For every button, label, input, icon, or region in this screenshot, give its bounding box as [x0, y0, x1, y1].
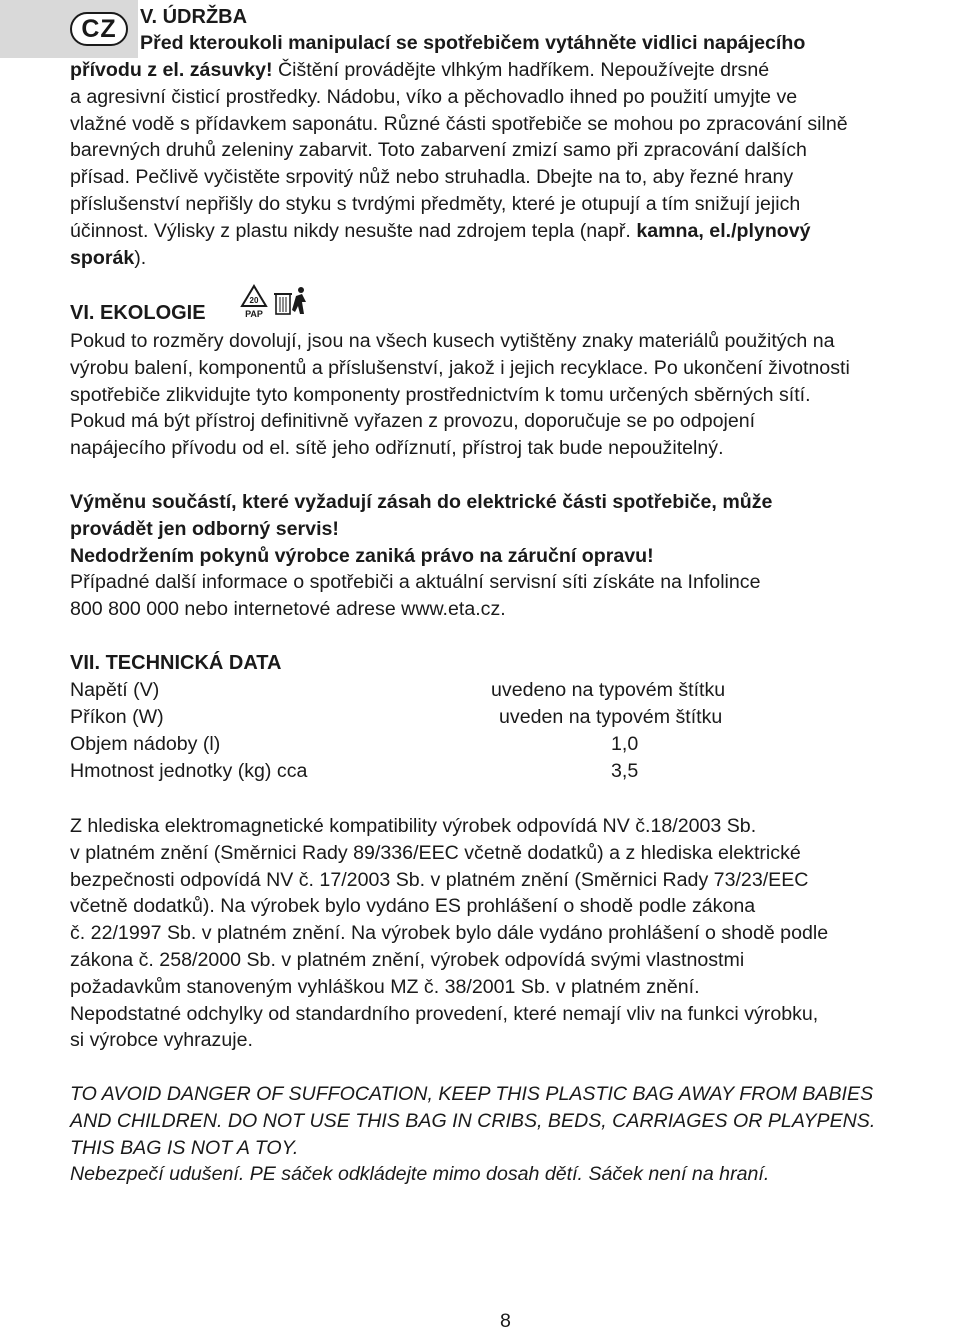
- compliance-paragraph: [70, 813, 828, 1054]
- spec-row: [70, 677, 870, 704]
- section-title-ecology: VI. EKOLOGIE: [70, 302, 206, 324]
- spec-label: Napětí (V): [70, 679, 160, 701]
- warning-line: TO AVOID DANGER OF SUFFOCATION, KEEP THIS PLASTIC BAG AWAY FROM BABIES: [70, 1083, 874, 1105]
- maintenance-paragraph: [70, 57, 848, 271]
- maintenance-line-9-bold: sporák: [70, 246, 135, 269]
- service-warning-line: Výměnu součástí, které vyžadují zásah do elektrické části spotřebiče, může: [70, 491, 773, 513]
- spec-value: uveden na typovém štítku: [499, 706, 723, 728]
- compliance-line: Z hlediska elektromagnetické kompatibility výrobek odpovídá NV č.18/2003 Sb.: [70, 815, 757, 837]
- ecology-line: napájecího přívodu od el. sítě jeho odříznutí, přístroj tak bude nepoužitelný.: [70, 437, 724, 460]
- service-warning-line: provádět jen odborný servis!: [70, 517, 339, 540]
- ecology-line: Pokud má být přístroj definitivně vyřazen z provozu, doporučuje se po odpojení: [70, 410, 756, 433]
- spec-label: Objem nádoby (l): [70, 733, 221, 755]
- compliance-line: zákona č. 258/2000 Sb. v platném znění, výrobek odpovídá svými vlastnostmi: [70, 948, 745, 971]
- ecology-line: spotřebiče zlikvidujte tyto komponenty prostřednictvím k tomu určených sběrných sítí.: [70, 383, 811, 406]
- maintenance-line: příslušenství nepřišly do styku s tvrdými předměty, které je otupují a tím snižují jejich: [70, 192, 801, 215]
- spec-row: [70, 731, 870, 758]
- spec-value: uvedeno na typovém štítku: [491, 679, 726, 701]
- spec-row: [70, 758, 870, 785]
- maintenance-line: přísad. Pečlivě vyčistěte srpovitý nůž nebo struhadla. Dbejte na to, aby řezné hrany: [70, 166, 794, 189]
- service-warning-line: Nedodržením pokynů výrobce zaniká právo na záruční opravu!: [70, 544, 654, 567]
- waste-bin-icon: [274, 287, 306, 314]
- recycling-symbol-icon: [240, 282, 310, 328]
- maintenance-line-9-rest: ).: [134, 246, 147, 269]
- compliance-line: včetně dodatků). Na výrobek bylo vydáno ES prohlášení o shodě podle zákona: [70, 895, 756, 918]
- spec-label: Hmotnost jednotky (kg) cca: [70, 760, 308, 782]
- maintenance-line: barevných druhů zeleniny zabarvit. Toto zabarvení zmizí samo při zpracování dalších: [70, 139, 807, 162]
- spec-value: 1,0: [611, 733, 639, 755]
- compliance-line: si výrobce vyhrazuje.: [70, 1029, 253, 1052]
- spec-value: 3,5: [611, 760, 639, 782]
- compliance-line: požadavkům stanoveným vyhláškou MZ č. 38/2001 Sb. v platném znění.: [70, 975, 700, 998]
- spec-row: [70, 704, 870, 731]
- maintenance-first-line: [140, 30, 805, 57]
- compliance-line: Nepodstatné odchylky od standardního provedení, které nemají vliv na funkci výrobku,: [70, 1002, 819, 1025]
- ecology-line: Pokud to rozměry dovolují, jsou na všech kusech vytištěny znaky materiálů použitých na: [70, 330, 835, 352]
- service-warning: [70, 489, 772, 569]
- page-number: 8: [500, 1310, 511, 1332]
- warning-line: THIS BAG IS NOT A TOY.: [70, 1136, 299, 1159]
- ecology-icons: [240, 282, 310, 328]
- maintenance-line-2: [70, 57, 848, 84]
- ecology-line: výrobu balení, komponentů a příslušenství, jakož i jejich recyklace. Po ukončení životnosti: [70, 356, 850, 379]
- warning-line: AND CHILDREN. DO NOT USE THIS BAG IN CRIBS, BEDS, CARRIAGES OR PLAYPENS.: [70, 1109, 876, 1132]
- language-badge: CZ: [70, 12, 128, 46]
- maintenance-line-8: [70, 218, 848, 245]
- compliance-line: v platném znění (Směrnici Rady 89/336/EEC včetně dodatků) a z hlediska elektrické: [70, 841, 801, 864]
- maintenance-line-8-pre: účinnost. Výlisky z plastu nikdy nesušte nad zdrojem tepla (např.: [70, 219, 637, 242]
- recycle-code: PAP: [245, 309, 263, 319]
- suffocation-warning: [70, 1081, 875, 1188]
- maintenance-line-8-bold: kamna, el./plynový: [636, 219, 811, 242]
- ecology-paragraph: [70, 328, 850, 462]
- maintenance-line-2-rest: Čištění provádějte vlhkým hadříkem. Nepoužívejte drsné: [272, 59, 770, 81]
- maintenance-line: a agresivní čisticí prostředky. Nádobu, víko a pěchovadlo ihned po použití umyjte ve: [70, 85, 798, 108]
- service-info-line: 800 800 000 nebo internetové adrese www.eta.cz.: [70, 597, 506, 620]
- recycle-number: 20: [249, 296, 259, 305]
- maintenance-warning-end: přívodu z el. zásuvky!: [70, 59, 273, 81]
- section-title-technical: VII. TECHNICKÁ DATA: [70, 652, 282, 674]
- section-title-maintenance: V. ÚDRŽBA: [140, 6, 248, 28]
- compliance-line: č. 22/1997 Sb. v platném znění. Na výrobek bylo dále vydáno prohlášení o shodě podle: [70, 922, 829, 945]
- maintenance-line-9: [70, 245, 848, 272]
- compliance-line: bezpečnosti odpovídá NV č. 17/2003 Sb. v platném znění (Směrnici Rady 73/23/EEC: [70, 868, 809, 891]
- spec-label: Příkon (W): [70, 706, 164, 728]
- warning-line: Nebezpečí udušení. PE sáček odkládejte mimo dosah dětí. Sáček není na hraní.: [70, 1163, 770, 1186]
- maintenance-line: vlažné vodě s přídavkem saponátu. Různé části spotřebiče se mohou po zpracování silně: [70, 112, 848, 135]
- maintenance-warning-line: Před kteroukoli manipulací se spotřebičem vytáhněte vidlici napájecího: [140, 32, 806, 54]
- service-info: [70, 569, 761, 623]
- service-info-line: Případné další informace o spotřebiči a aktuální servisní síti získáte na Infolince: [70, 571, 761, 593]
